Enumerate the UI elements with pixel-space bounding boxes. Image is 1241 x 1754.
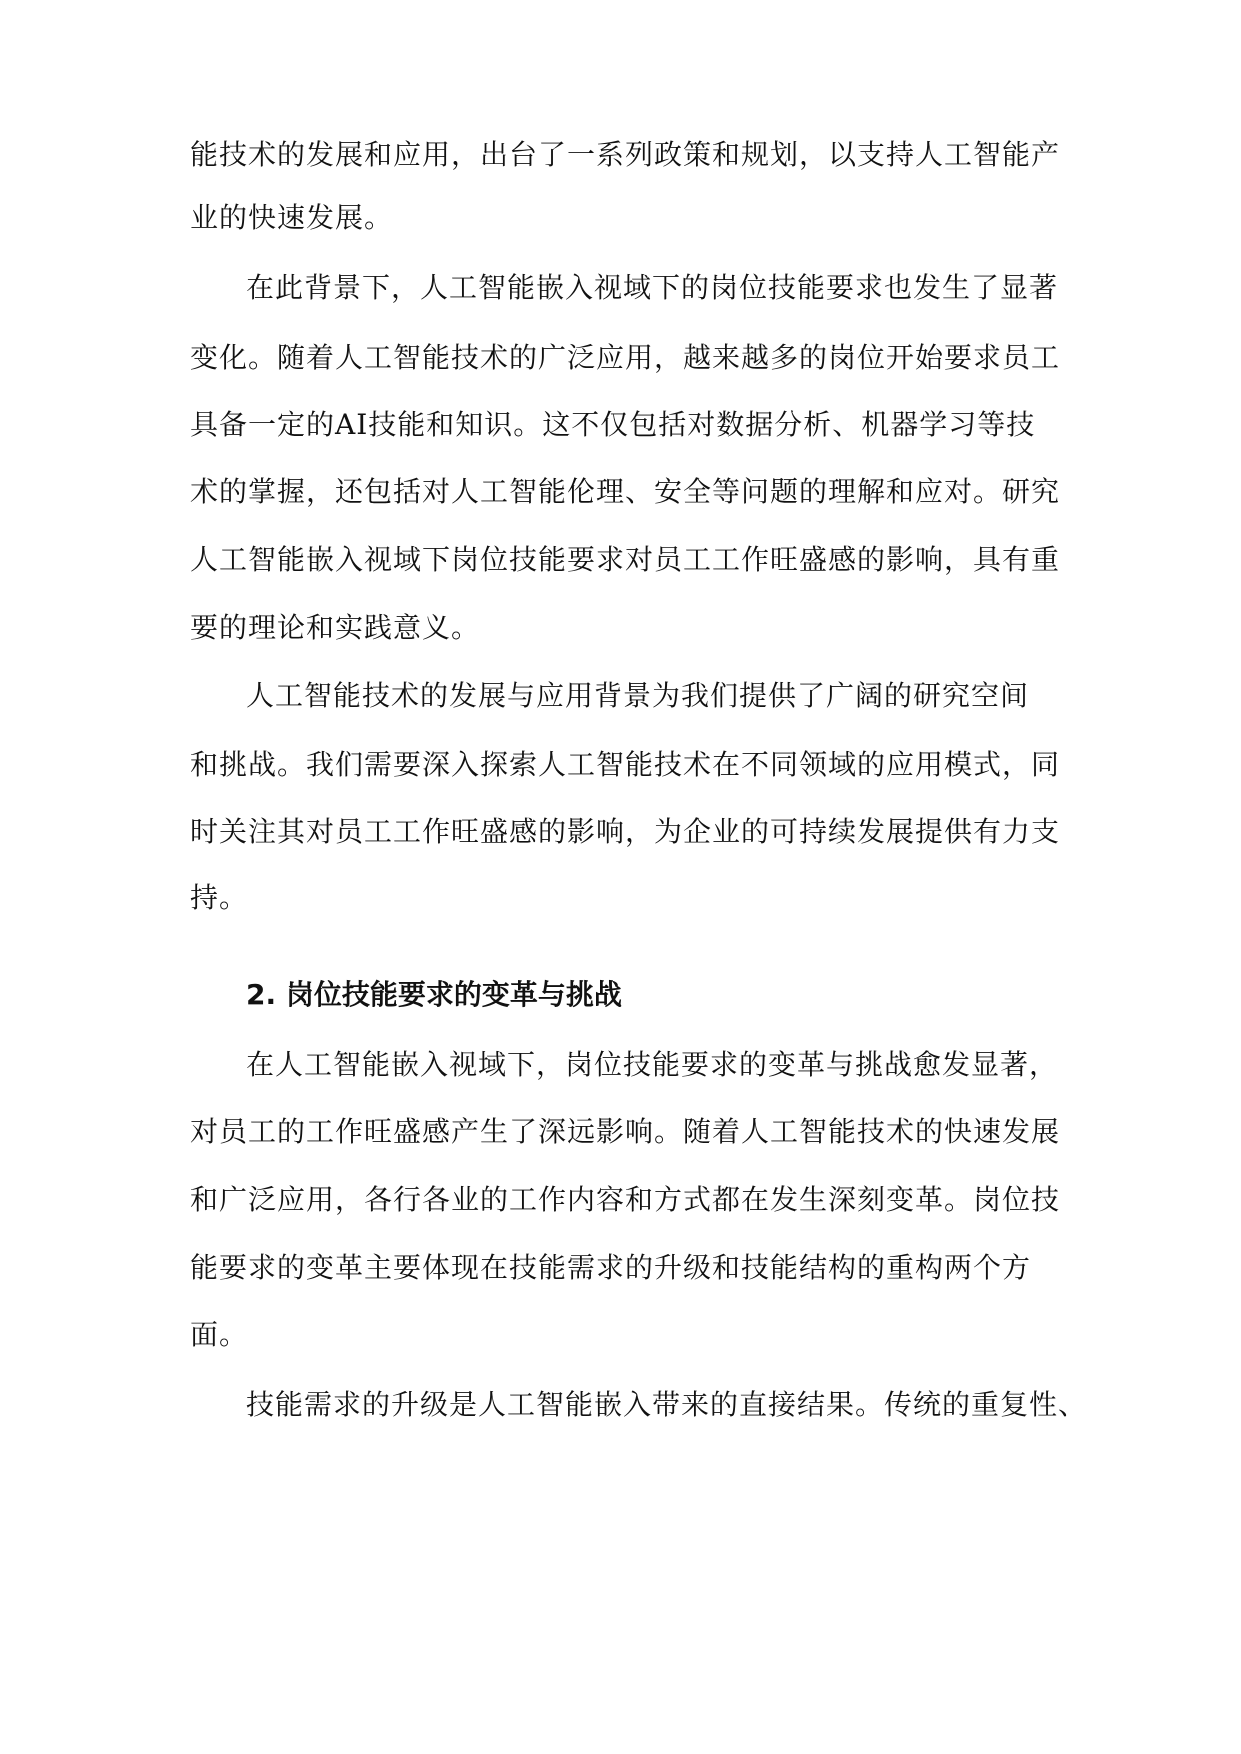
text-line: 要的理论和实践意义。 (190, 611, 481, 644)
text-line: 和挑战。我们需要深入探索人工智能技术在不同领域的应用模式，同 (190, 748, 1061, 781)
paragraph-first-line: 人工智能技术的发展与应用背景为我们提供了广阔的研究空间 (246, 679, 1030, 712)
text-line: 时关注其对员工工作旺盛感的影响，为企业的可持续发展提供有力支 (190, 815, 1061, 848)
text-line: 能要求的变革主要体现在技能需求的升级和技能结构的重构两个方 (190, 1251, 1032, 1284)
paragraph-first-line: 技能需求的升级是人工智能嵌入带来的直接结果。传统的重复性、 (246, 1388, 1088, 1421)
paragraph-first-line: 在人工智能嵌入视域下，岗位技能要求的变革与挑战愈发显著， (246, 1048, 1059, 1081)
text-line: 人工智能嵌入视域下岗位技能要求对员工工作旺盛感的影响，具有重 (190, 543, 1061, 576)
text-line: 业的快速发展。 (190, 201, 394, 234)
section-heading: 2. 岗位技能要求的变革与挑战 (246, 978, 622, 1011)
text-line: 能技术的发展和应用，出台了一系列政策和规划，以支持人工智能产 (190, 138, 1061, 171)
text-line: 具备一定的AI技能和知识。这不仅包括对数据分析、机器学习等技 (190, 408, 1036, 441)
text-line: 对员工的工作旺盛感产生了深远影响。随着人工智能技术的快速发展 (190, 1115, 1061, 1148)
text-line: 和广泛应用，各行各业的工作内容和方式都在发生深刻变革。岗位技 (190, 1183, 1061, 1216)
text-line: 面。 (190, 1318, 249, 1351)
paragraph-first-line: 在此背景下，人工智能嵌入视域下的岗位技能要求也发生了显著 (246, 271, 1059, 304)
text-line: 变化。随着人工智能技术的广泛应用，越来越多的岗位开始要求员工 (190, 341, 1061, 374)
text-line: 术的掌握，还包括对人工智能伦理、安全等问题的理解和应对。研究 (190, 475, 1061, 508)
text-line: 持。 (190, 881, 249, 914)
